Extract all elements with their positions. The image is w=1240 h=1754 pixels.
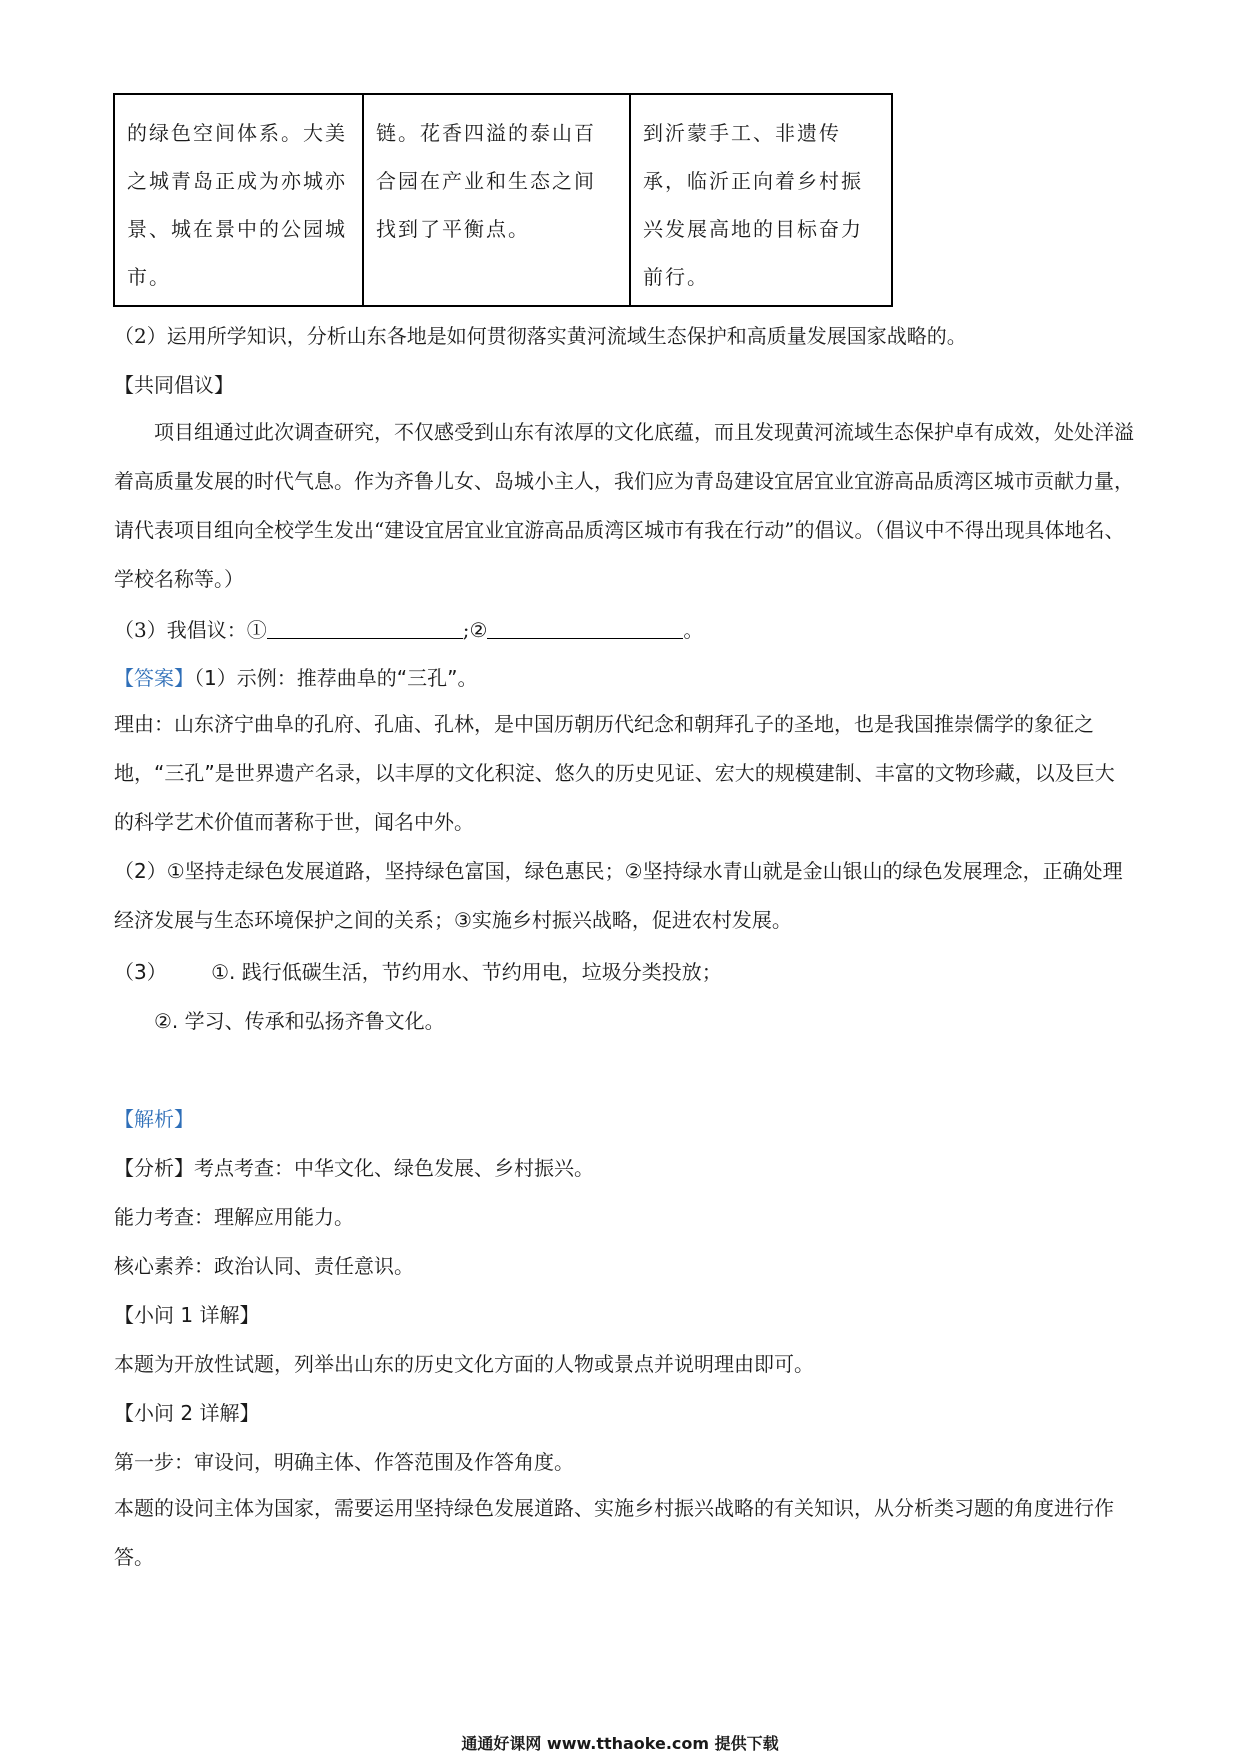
answer-blank-1[interactable] (267, 618, 463, 639)
q2-step: 第一步：审设问，明确主体、作答范围及作答角度。 (114, 1450, 574, 1474)
answer-1: （1）示例：推荐曲阜的“三孔”。 (194, 666, 478, 690)
answer-3-label: （3） (114, 960, 167, 984)
analysis-points-label: 【分析】 (114, 1156, 194, 1180)
continuation-table (113, 93, 893, 307)
question-3 (114, 614, 703, 643)
analysis-points: 考点考查：中华文化、绿色发展、乡村振兴。 (194, 1156, 594, 1180)
answer-3-item-1: ①. 践行低碳生活，节约用水、节约用电，垃圾分类投放； (211, 960, 722, 984)
answer-3-item-2: ②. 学习、传承和弘扬齐鲁文化。 (154, 1009, 445, 1033)
analysis-tag: 【解析】 (114, 1107, 194, 1131)
table-cell-qingdao: 的绿色空间体系。大美之城青岛正成为亦城亦景、城在景中的公园城市。 (115, 95, 364, 305)
question-3-end: 。 (683, 618, 704, 642)
page-footer: 通通好课网 www.tthaoke.com 提供下载 (461, 1734, 779, 1753)
answer-3-line-1 (114, 956, 722, 985)
ability-check: 能力考查：理解应用能力。 (114, 1205, 354, 1229)
question-3-prefix: （3）我倡议：① (114, 618, 267, 642)
answer-1-reason: 理由：山东济宁曲阜的孔府、孔庙、孔林，是中国历朝历代纪念和朝拜孔子的圣地，也是我国推崇儒学的象征之地，“三孔”是世界遗产名录，以丰厚的文化积淀、悠久的历史见证、宏大的规模建制、丰富的文物珍藏，以及巨大的科学艺术价值而著称于世，闻名中外。 (114, 712, 1115, 834)
initiative-text: 项目组通过此次调查研究，不仅感受到山东有浓厚的文化底蕴，而且发现黄河流域生态保护卓有成效，处处洋溢着高质量发展的时代气息。作为齐鲁儿女、岛城小主人，我们应为青岛建设宜居宜业宜游高品质湾区城市贡献力量，请代表项目组向全校学生发出“建设宜居宜业宜游高品质湾区城市有我在行动”的倡议。（倡议中不得出现具体地名、学校名称等。） (114, 420, 1134, 591)
answer-tag: 【答案】 (114, 666, 194, 690)
answer-blank-2[interactable] (487, 618, 683, 639)
q1-heading: 【小问 1 详解】 (114, 1303, 260, 1327)
answer-2: （2）①坚持走绿色发展道路，坚持绿色富国，绿色惠民；②坚持绿水青山就是金山银山的绿色发展理念，正确处理经济发展与生态环境保护之间的关系；③实施乡村振兴战略，促进农村发展。 (114, 859, 1123, 932)
q2-text: 本题的设问主体为国家，需要运用坚持绿色发展道路、实施乡村振兴战略的有关知识，从分析类习题的角度进行作答。 (114, 1496, 1114, 1569)
table-cell-taishan: 链。花香四溢的泰山百合园在产业和生态之间找到了平衡点。 (364, 95, 631, 305)
table-cell-linyi: 到沂蒙手工、非遗传承，临沂正向着乡村振兴发展高地的目标奋力前行。 (643, 121, 863, 289)
question-2: （2）运用所学知识，分析山东各地是如何贯彻落实黄河流域生态保护和高质量发展国家战略的。 (114, 324, 967, 348)
question-3-separator: ;② (462, 618, 488, 642)
analysis-points-line (114, 1152, 594, 1181)
q1-text: 本题为开放性试题，列举出山东的历史文化方面的人物或景点并说明理由即可。 (114, 1352, 814, 1376)
q2-heading: 【小问 2 详解】 (114, 1401, 260, 1425)
initiative-heading: 【共同倡议】 (114, 373, 234, 397)
answer-1-line (114, 662, 477, 691)
core-literacy: 核心素养：政治认同、责任意识。 (114, 1254, 414, 1278)
